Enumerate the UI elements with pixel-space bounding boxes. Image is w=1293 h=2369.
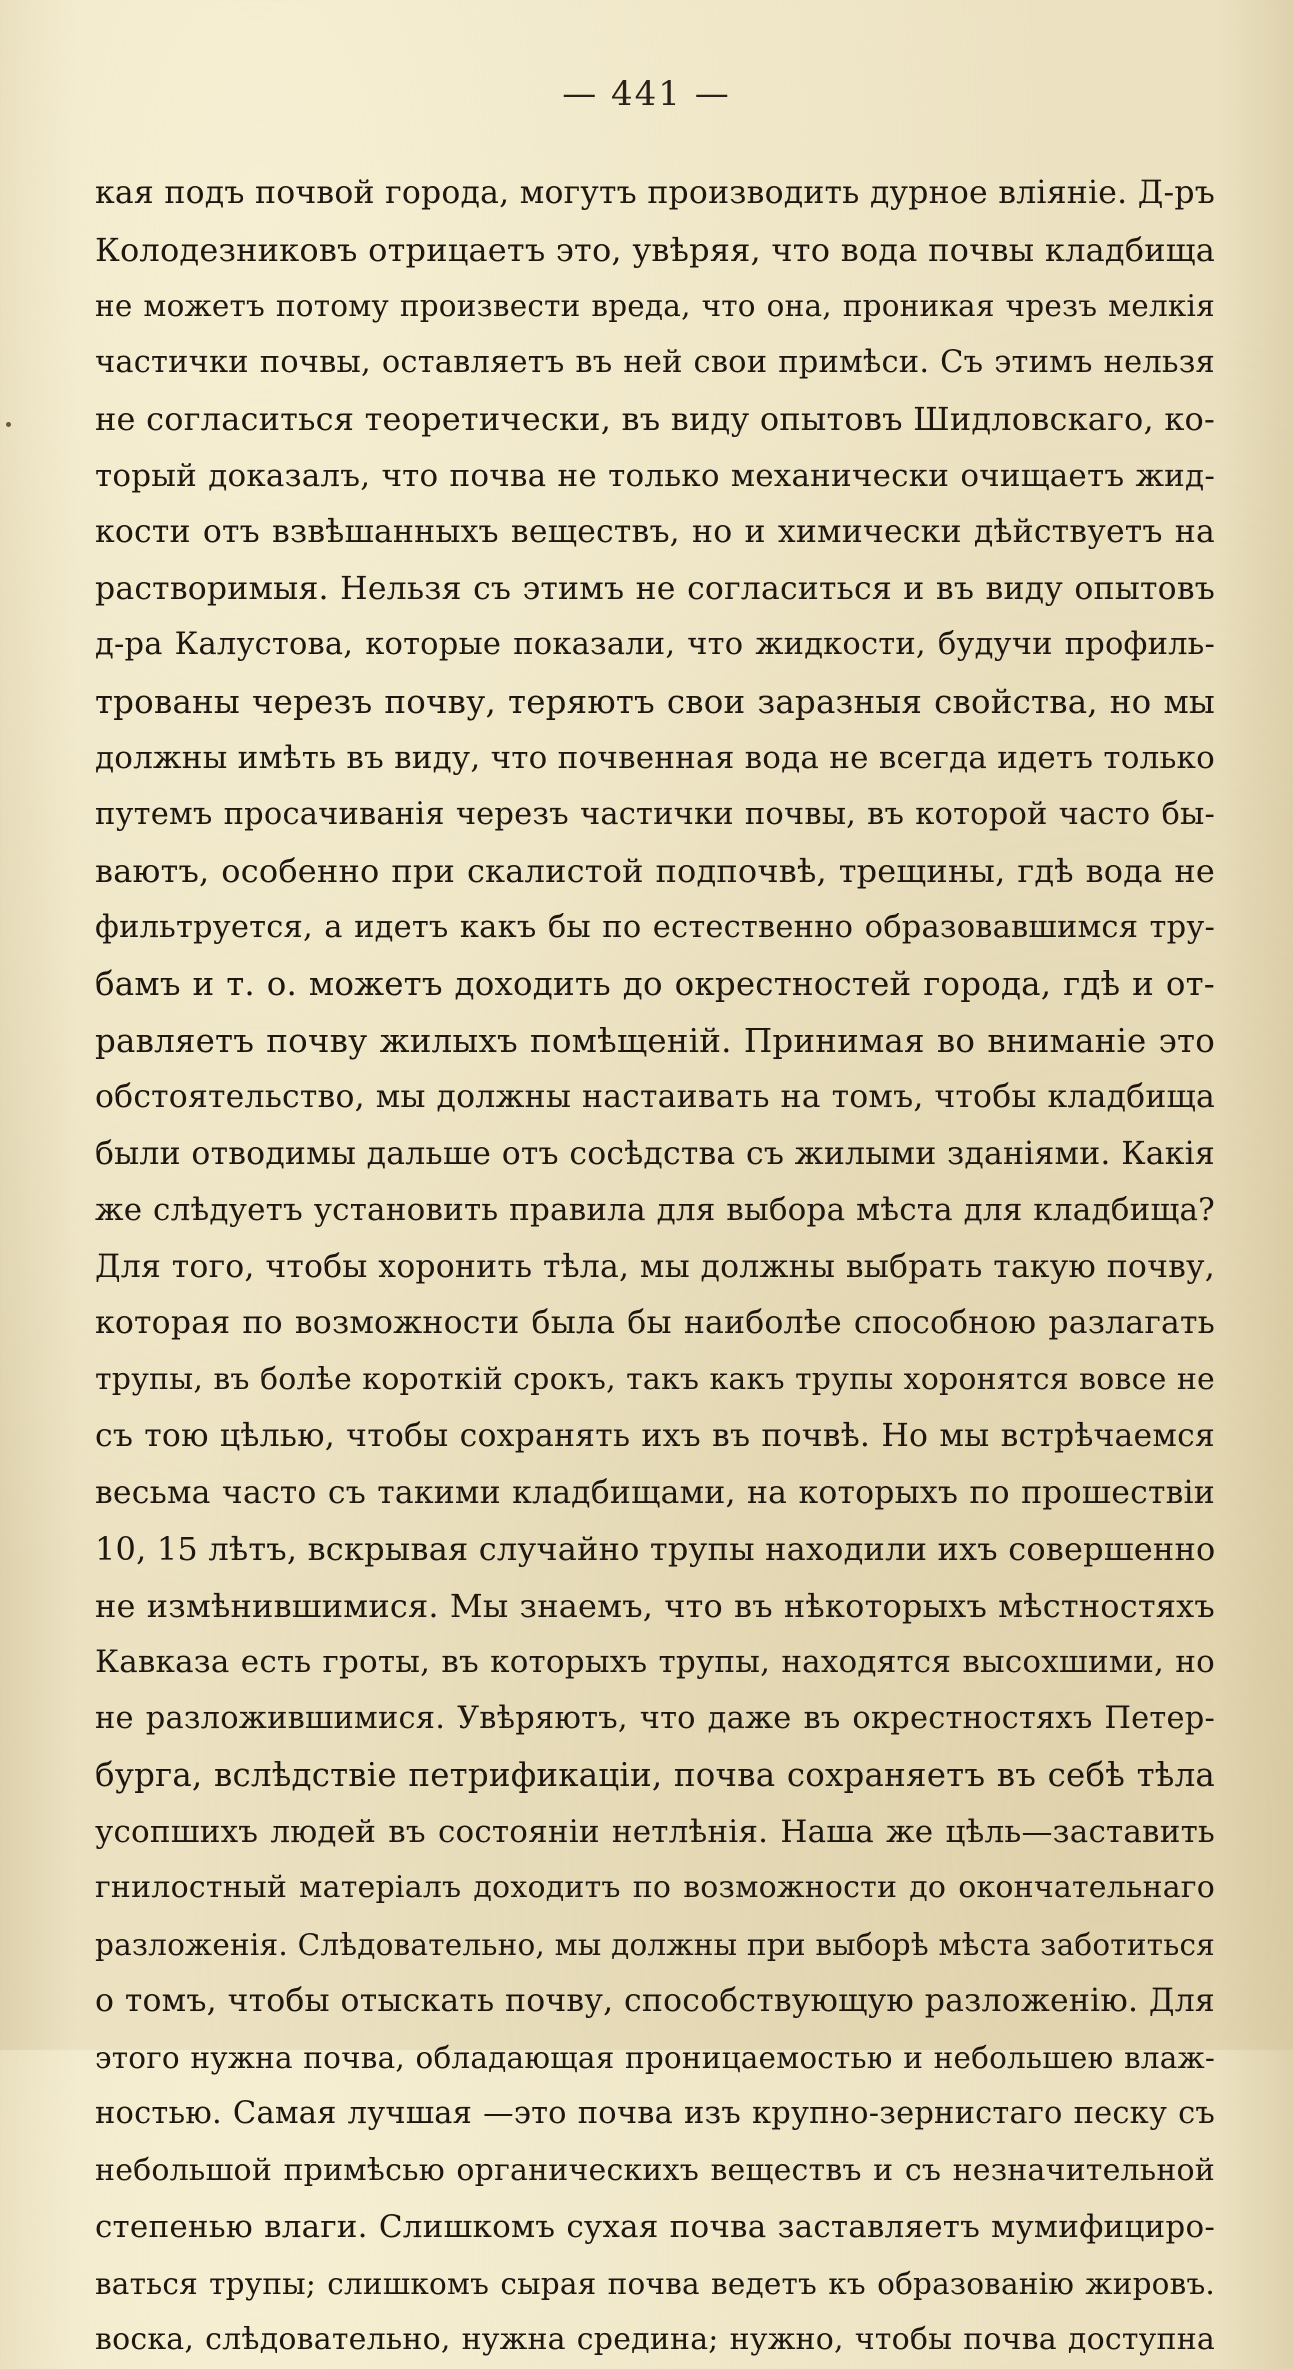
text-line: небольшой примѣсью органическихъ веществъ и съ незначительной <box>95 2152 1215 2188</box>
text-line: Кавказа есть гроты, въ которыхъ трупы, находятся высохшими, но <box>95 1644 1215 1680</box>
text-line: должны имѣть въ виду, что почвенная вода не всегда идетъ только <box>95 740 1215 776</box>
text-line: кости отъ взвѣшанныхъ веществъ, но и химически дѣйствуетъ на <box>95 514 1215 550</box>
text-line: не измѣнившимися. Мы знаемъ, что въ нѣкоторыхъ мѣстностяхъ <box>95 1586 1215 1625</box>
text-line: 10, 15 лѣтъ, вскрывая случайно трупы находили ихъ совершенно <box>95 1530 1216 1568</box>
text-line: бурга, вслѣдствіе петрификаціи, почва сохраняетъ въ себѣ тѣла <box>95 1756 1215 1794</box>
margin-dot <box>6 422 11 427</box>
text-line: воска, слѣдовательно, нужна средина; нужно, чтобы почва доступна <box>95 2322 1215 2357</box>
text-line: кая подъ почвой города, могутъ производить дурное вліяніе. Д-ръ <box>95 175 1215 211</box>
text-line: обстоятельство, мы должны настаивать на томъ, чтобы кладбища <box>95 1079 1215 1115</box>
text-line: трованы черезъ почву, теряютъ свои заразныя свойства, но мы <box>95 682 1215 721</box>
text-line: усопшихъ людей въ состояніи нетлѣнія. Наша же цѣль—заставить <box>95 1813 1215 1850</box>
text-line: не можетъ потому произвести вреда, что она, проникая чрезъ мелкія <box>95 289 1215 323</box>
text-line: Для того, чтобы хоронить тѣла, мы должны выбрать такую почву, <box>95 1248 1215 1285</box>
text-line: которая по возможности была бы наиболѣе способною разлагать <box>95 1305 1215 1341</box>
text-line: разложенія. Слѣдовательно, мы должны при выборѣ мѣста заботиться <box>95 1927 1215 1962</box>
text-line: растворимыя. Нельзя съ этимъ не согласиться и въ виду опытовъ <box>95 570 1215 607</box>
body-text <box>95 165 1215 2369</box>
text-line: бамъ и т. о. можетъ доходить до окрестностей города, гдѣ и от- <box>95 965 1215 1003</box>
text-line: не согласиться теоретически, въ виду опытовъ Шидловскаго, ко- <box>95 400 1215 438</box>
text-line: гнилостный матеріалъ доходитъ по возможности до окончательнаго <box>95 1870 1215 1905</box>
text-line: фильтруется, а идетъ какъ бы по естественно образовавшимся тру- <box>95 909 1215 945</box>
text-line: ваться трупы; слишкомъ сырая почва ведетъ къ образованію жировъ. <box>95 2266 1215 2301</box>
text-line: же слѣдуетъ установить правила для выбора мѣста для кладбища? <box>95 1192 1215 1228</box>
text-line: ваютъ, особенно при скалистой подпочвѣ, трещины, гдѣ вода не <box>95 852 1215 890</box>
text-line: съ тою цѣлью, чтобы сохранять ихъ въ почвѣ. Но мы встрѣчаемся <box>95 1418 1215 1454</box>
text-line: трупы, въ болѣе короткій срокъ, такъ какъ трупы хоронятся вовсе не <box>95 1361 1215 1397</box>
text-line: этого нужна почва, обладающая проницаемостью и небольшею влаж- <box>95 2040 1215 2075</box>
text-line: путемъ просачиванія черезъ частички почвы, въ которой часто бы- <box>95 796 1215 832</box>
text-line: торый доказалъ, что почва не только механически очищаетъ жид- <box>95 457 1215 494</box>
text-line: равляетъ почву жилыхъ помѣщеній. Принимая во вниманіе это <box>95 1021 1215 1060</box>
text-line: о томъ, чтобы отыскать почву, способствующую разложенію. Для <box>95 1983 1215 2019</box>
text-line: частички почвы, оставляетъ въ ней свои примѣси. Съ этимъ нельзя <box>95 344 1215 380</box>
text-line: степенью влаги. Слишкомъ сухая почва заставляетъ мумифициро- <box>95 2209 1215 2245</box>
text-line: не разложившимися. Увѣряютъ, что даже въ окрестностяхъ Петер- <box>95 1700 1215 1736</box>
page-number: — 441 — <box>562 74 731 114</box>
text-line: весьма часто съ такими кладбищами, на которыхъ по прошествіи <box>95 1474 1215 1511</box>
text-line: были отводимы дальше отъ сосѣдства съ жилыми зданіями. Какія <box>95 1135 1215 1172</box>
text-line: Колодезниковъ отрицаетъ это, увѣряя, что вода почвы кладбища <box>95 230 1215 269</box>
text-line: д-ра Калустова, которые показали, что жидкости, будучи профиль- <box>95 627 1215 662</box>
text-line: ностью. Самая лучшая —это почва изъ крупно-зернистаго песку съ <box>95 2096 1215 2131</box>
